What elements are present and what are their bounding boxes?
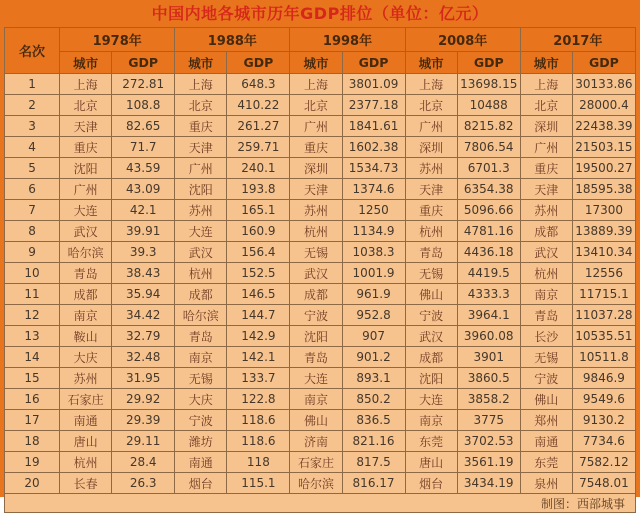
gdp-column-header: GDP	[112, 52, 175, 74]
city-cell: 沈阳	[60, 158, 112, 179]
gdp-cell: 4436.18	[457, 242, 520, 263]
city-cell: 南通	[175, 452, 227, 473]
gdp-cell: 32.48	[112, 347, 175, 368]
gdp-column-header: GDP	[457, 52, 520, 74]
city-cell: 潍坊	[175, 431, 227, 452]
city-cell: 北京	[175, 95, 227, 116]
city-cell: 无锡	[520, 347, 572, 368]
city-cell: 青岛	[405, 242, 457, 263]
table-row	[5, 95, 636, 116]
gdp-cell: 28000.4	[572, 95, 635, 116]
gdp-cell: 28.4	[112, 452, 175, 473]
gdp-cell: 43.09	[112, 179, 175, 200]
rank-cell: 8	[5, 221, 60, 242]
table-row	[5, 305, 636, 326]
city-column-header: 城市	[520, 52, 572, 74]
gdp-cell: 11715.1	[572, 284, 635, 305]
gdp-cell: 7806.54	[457, 137, 520, 158]
city-cell: 深圳	[405, 137, 457, 158]
city-cell: 南京	[60, 305, 112, 326]
rank-cell: 20	[5, 473, 60, 494]
table-row	[5, 158, 636, 179]
city-cell: 唐山	[405, 452, 457, 473]
city-cell: 天津	[520, 179, 572, 200]
city-cell: 深圳	[520, 116, 572, 137]
city-cell: 重庆	[60, 137, 112, 158]
city-cell: 石家庄	[290, 452, 342, 473]
year-header-1988: 1988年	[175, 28, 290, 52]
table-header	[5, 28, 636, 74]
table-row	[5, 200, 636, 221]
table-row	[5, 389, 636, 410]
city-cell: 上海	[60, 74, 112, 95]
credit-text: 制图：西部城事	[5, 494, 636, 513]
table-row	[5, 368, 636, 389]
city-cell: 青岛	[290, 347, 342, 368]
gdp-cell: 10488	[457, 95, 520, 116]
city-cell: 唐山	[60, 431, 112, 452]
city-cell: 广州	[60, 179, 112, 200]
gdp-cell: 10535.51	[572, 326, 635, 347]
city-cell: 苏州	[60, 368, 112, 389]
city-cell: 东莞	[520, 452, 572, 473]
city-cell: 重庆	[175, 116, 227, 137]
city-cell: 济南	[290, 431, 342, 452]
city-cell: 成都	[405, 347, 457, 368]
gdp-cell: 165.1	[227, 200, 290, 221]
gdp-cell: 961.9	[342, 284, 405, 305]
gdp-cell: 3964.1	[457, 305, 520, 326]
city-cell: 沈阳	[405, 368, 457, 389]
city-cell: 哈尔滨	[290, 473, 342, 494]
city-cell: 长沙	[520, 326, 572, 347]
city-cell: 无锡	[405, 263, 457, 284]
city-cell: 郑州	[520, 410, 572, 431]
year-header-row	[5, 28, 636, 52]
table-row	[5, 410, 636, 431]
rank-cell: 4	[5, 137, 60, 158]
gdp-cell: 34.42	[112, 305, 175, 326]
table-row	[5, 221, 636, 242]
gdp-cell: 71.7	[112, 137, 175, 158]
gdp-cell: 13889.39	[572, 221, 635, 242]
gdp-cell: 1602.38	[342, 137, 405, 158]
gdp-cell: 3561.19	[457, 452, 520, 473]
gdp-cell: 39.91	[112, 221, 175, 242]
city-cell: 沈阳	[175, 179, 227, 200]
gdp-cell: 12556	[572, 263, 635, 284]
table-row	[5, 116, 636, 137]
gdp-ranking-table	[4, 27, 636, 513]
rank-cell: 9	[5, 242, 60, 263]
gdp-cell: 10511.8	[572, 347, 635, 368]
city-cell: 深圳	[290, 158, 342, 179]
gdp-cell: 261.27	[227, 116, 290, 137]
gdp-cell: 115.1	[227, 473, 290, 494]
city-cell: 杭州	[60, 452, 112, 473]
year-header-2008: 2008年	[405, 28, 520, 52]
city-cell: 大连	[405, 389, 457, 410]
city-cell: 天津	[290, 179, 342, 200]
gdp-cell: 3434.19	[457, 473, 520, 494]
table-row	[5, 74, 636, 95]
gdp-cell: 901.2	[342, 347, 405, 368]
city-cell: 广州	[405, 116, 457, 137]
gdp-cell: 1134.9	[342, 221, 405, 242]
gdp-cell: 4419.5	[457, 263, 520, 284]
gdp-cell: 193.8	[227, 179, 290, 200]
rank-cell: 18	[5, 431, 60, 452]
gdp-cell: 142.9	[227, 326, 290, 347]
gdp-cell: 133.7	[227, 368, 290, 389]
city-cell: 成都	[520, 221, 572, 242]
gdp-cell: 9549.6	[572, 389, 635, 410]
table-row	[5, 263, 636, 284]
gdp-cell: 1001.9	[342, 263, 405, 284]
city-cell: 广州	[520, 137, 572, 158]
table-row	[5, 473, 636, 494]
gdp-cell: 8215.82	[457, 116, 520, 137]
rank-cell: 14	[5, 347, 60, 368]
city-cell: 南京	[290, 389, 342, 410]
gdp-cell: 952.8	[342, 305, 405, 326]
gdp-cell: 43.59	[112, 158, 175, 179]
table-row	[5, 242, 636, 263]
gdp-cell: 410.22	[227, 95, 290, 116]
city-column-header: 城市	[290, 52, 342, 74]
gdp-cell: 817.5	[342, 452, 405, 473]
table-row	[5, 452, 636, 473]
gdp-cell: 26.3	[112, 473, 175, 494]
gdp-cell: 2377.18	[342, 95, 405, 116]
gdp-cell: 19500.27	[572, 158, 635, 179]
city-cell: 烟台	[405, 473, 457, 494]
city-cell: 北京	[405, 95, 457, 116]
gdp-cell: 29.92	[112, 389, 175, 410]
rank-cell: 5	[5, 158, 60, 179]
gdp-cell: 82.65	[112, 116, 175, 137]
city-cell: 北京	[520, 95, 572, 116]
gdp-cell: 22438.39	[572, 116, 635, 137]
gdp-cell: 31.95	[112, 368, 175, 389]
rank-cell: 6	[5, 179, 60, 200]
city-cell: 南通	[60, 410, 112, 431]
city-cell: 哈尔滨	[60, 242, 112, 263]
gdp-cell: 1841.61	[342, 116, 405, 137]
gdp-cell: 160.9	[227, 221, 290, 242]
gdp-cell: 11037.28	[572, 305, 635, 326]
city-cell: 武汉	[520, 242, 572, 263]
gdp-cell: 893.1	[342, 368, 405, 389]
city-cell: 沈阳	[290, 326, 342, 347]
city-cell: 宁波	[175, 410, 227, 431]
city-cell: 青岛	[175, 326, 227, 347]
city-cell: 武汉	[290, 263, 342, 284]
gdp-cell: 29.11	[112, 431, 175, 452]
city-cell: 大庆	[60, 347, 112, 368]
gdp-cell: 6354.38	[457, 179, 520, 200]
city-cell: 广州	[290, 116, 342, 137]
city-cell: 重庆	[520, 158, 572, 179]
city-cell: 南京	[405, 410, 457, 431]
gdp-cell: 850.2	[342, 389, 405, 410]
city-cell: 佛山	[520, 389, 572, 410]
city-cell: 苏州	[290, 200, 342, 221]
year-header-1978: 1978年	[60, 28, 175, 52]
gdp-cell: 39.3	[112, 242, 175, 263]
gdp-cell: 821.16	[342, 431, 405, 452]
gdp-cell: 156.4	[227, 242, 290, 263]
rank-cell: 19	[5, 452, 60, 473]
rank-cell: 17	[5, 410, 60, 431]
gdp-cell: 7582.12	[572, 452, 635, 473]
gdp-cell: 3858.2	[457, 389, 520, 410]
rank-cell: 13	[5, 326, 60, 347]
city-cell: 宁波	[290, 305, 342, 326]
city-cell: 重庆	[290, 137, 342, 158]
gdp-cell: 3901	[457, 347, 520, 368]
gdp-cell: 9130.2	[572, 410, 635, 431]
city-cell: 南京	[520, 284, 572, 305]
table-row	[5, 431, 636, 452]
gdp-column-header: GDP	[572, 52, 635, 74]
city-column-header: 城市	[60, 52, 112, 74]
gdp-cell: 272.81	[112, 74, 175, 95]
table-body	[5, 74, 636, 494]
city-cell: 北京	[290, 95, 342, 116]
rank-cell: 10	[5, 263, 60, 284]
gdp-cell: 259.71	[227, 137, 290, 158]
city-cell: 武汉	[405, 326, 457, 347]
city-cell: 武汉	[175, 242, 227, 263]
gdp-cell: 13698.15	[457, 74, 520, 95]
gdp-cell: 5096.66	[457, 200, 520, 221]
city-column-header: 城市	[405, 52, 457, 74]
gdp-cell: 152.5	[227, 263, 290, 284]
gdp-cell: 122.8	[227, 389, 290, 410]
table-row	[5, 326, 636, 347]
gdp-cell: 17300	[572, 200, 635, 221]
city-cell: 成都	[175, 284, 227, 305]
city-cell: 成都	[290, 284, 342, 305]
city-cell: 上海	[290, 74, 342, 95]
gdp-cell: 3775	[457, 410, 520, 431]
gdp-cell: 240.1	[227, 158, 290, 179]
rank-cell: 12	[5, 305, 60, 326]
gdp-cell: 1534.73	[342, 158, 405, 179]
city-cell: 杭州	[520, 263, 572, 284]
city-cell: 南京	[175, 347, 227, 368]
city-cell: 大庆	[175, 389, 227, 410]
gdp-cell: 1038.3	[342, 242, 405, 263]
city-cell: 佛山	[405, 284, 457, 305]
table-row	[5, 284, 636, 305]
gdp-cell: 3702.53	[457, 431, 520, 452]
gdp-cell: 42.1	[112, 200, 175, 221]
city-cell: 杭州	[290, 221, 342, 242]
gdp-cell: 4333.3	[457, 284, 520, 305]
city-cell: 东莞	[405, 431, 457, 452]
city-cell: 上海	[405, 74, 457, 95]
gdp-cell: 907	[342, 326, 405, 347]
table-row	[5, 137, 636, 158]
city-cell: 大连	[175, 221, 227, 242]
city-cell: 上海	[520, 74, 572, 95]
gdp-cell: 142.1	[227, 347, 290, 368]
city-cell: 苏州	[175, 200, 227, 221]
gdp-cell: 29.39	[112, 410, 175, 431]
city-cell: 天津	[405, 179, 457, 200]
city-cell: 长春	[60, 473, 112, 494]
rank-cell: 15	[5, 368, 60, 389]
gdp-cell: 144.7	[227, 305, 290, 326]
gdp-cell: 7734.6	[572, 431, 635, 452]
city-cell: 上海	[175, 74, 227, 95]
gdp-cell: 6701.3	[457, 158, 520, 179]
city-cell: 天津	[175, 137, 227, 158]
city-cell: 杭州	[405, 221, 457, 242]
gdp-cell: 146.5	[227, 284, 290, 305]
gdp-column-header: GDP	[227, 52, 290, 74]
rank-cell: 7	[5, 200, 60, 221]
gdp-cell: 38.43	[112, 263, 175, 284]
gdp-cell: 108.8	[112, 95, 175, 116]
gdp-cell: 18595.38	[572, 179, 635, 200]
gdp-cell: 13410.34	[572, 242, 635, 263]
rank-cell: 16	[5, 389, 60, 410]
city-cell: 成都	[60, 284, 112, 305]
gdp-cell: 21503.15	[572, 137, 635, 158]
city-cell: 鞍山	[60, 326, 112, 347]
sub-header-row	[5, 52, 636, 74]
gdp-cell: 836.5	[342, 410, 405, 431]
city-cell: 武汉	[60, 221, 112, 242]
rank-cell: 2	[5, 95, 60, 116]
gdp-cell: 3801.09	[342, 74, 405, 95]
city-cell: 苏州	[405, 158, 457, 179]
gdp-cell: 118	[227, 452, 290, 473]
city-cell: 苏州	[520, 200, 572, 221]
city-cell: 哈尔滨	[175, 305, 227, 326]
gdp-cell: 9846.9	[572, 368, 635, 389]
city-cell: 南通	[520, 431, 572, 452]
gdp-cell: 118.6	[227, 431, 290, 452]
city-column-header: 城市	[175, 52, 227, 74]
city-cell: 重庆	[405, 200, 457, 221]
city-cell: 无锡	[290, 242, 342, 263]
gdp-cell: 648.3	[227, 74, 290, 95]
gdp-cell: 3860.5	[457, 368, 520, 389]
city-cell: 泉州	[520, 473, 572, 494]
city-cell: 青岛	[60, 263, 112, 284]
gdp-cell: 816.17	[342, 473, 405, 494]
city-cell: 烟台	[175, 473, 227, 494]
table-footer	[5, 494, 636, 513]
gdp-cell: 32.79	[112, 326, 175, 347]
city-cell: 宁波	[405, 305, 457, 326]
table-row	[5, 347, 636, 368]
gdp-cell: 118.6	[227, 410, 290, 431]
gdp-cell: 30133.86	[572, 74, 635, 95]
year-header-2017: 2017年	[520, 28, 635, 52]
city-cell: 无锡	[175, 368, 227, 389]
city-cell: 大连	[290, 368, 342, 389]
rank-column-header: 名次	[5, 28, 60, 74]
city-cell: 天津	[60, 116, 112, 137]
gdp-cell: 35.94	[112, 284, 175, 305]
credit-row	[5, 494, 636, 513]
table-row	[5, 179, 636, 200]
city-cell: 佛山	[290, 410, 342, 431]
gdp-cell: 4781.16	[457, 221, 520, 242]
gdp-cell: 1374.6	[342, 179, 405, 200]
city-cell: 杭州	[175, 263, 227, 284]
gdp-cell: 7548.01	[572, 473, 635, 494]
city-cell: 大连	[60, 200, 112, 221]
gdp-cell: 3960.08	[457, 326, 520, 347]
gdp-cell: 1250	[342, 200, 405, 221]
city-cell: 宁波	[520, 368, 572, 389]
rank-cell: 3	[5, 116, 60, 137]
gdp-column-header: GDP	[342, 52, 405, 74]
city-cell: 石家庄	[60, 389, 112, 410]
year-header-1998: 1998年	[290, 28, 405, 52]
page-title: 中国内地各城市历年GDP排位（单位：亿元）	[151, 4, 489, 23]
city-cell: 青岛	[520, 305, 572, 326]
rank-cell: 11	[5, 284, 60, 305]
city-cell: 广州	[175, 158, 227, 179]
rank-cell: 1	[5, 74, 60, 95]
city-cell: 北京	[60, 95, 112, 116]
